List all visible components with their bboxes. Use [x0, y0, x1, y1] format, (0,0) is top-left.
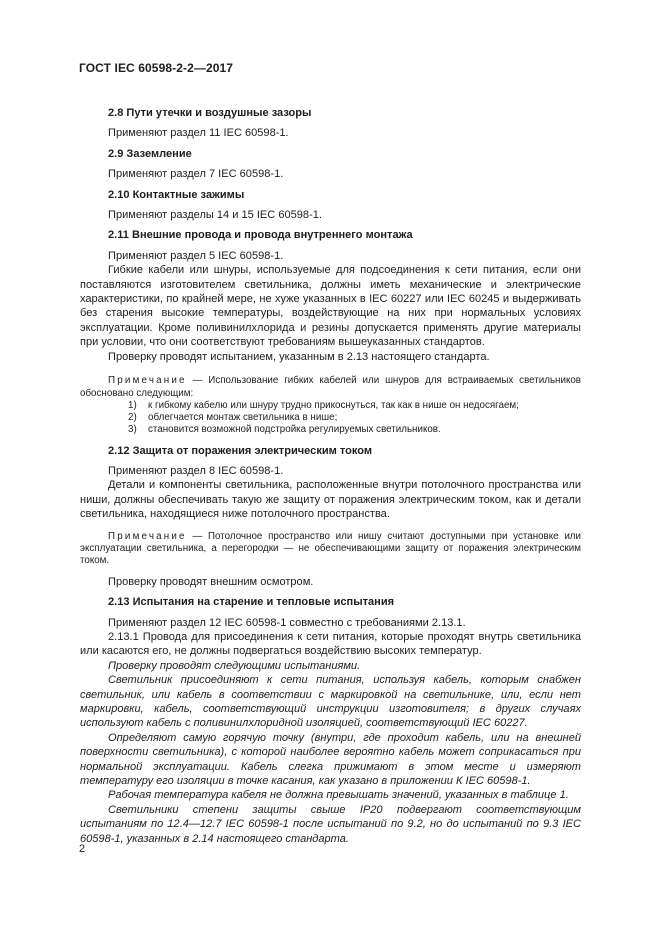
note-label: Примечание	[108, 530, 187, 542]
page-number: 2	[79, 843, 86, 855]
section-heading: 2.13 Испытания на старение и тепловые испытания	[108, 596, 395, 609]
page-body	[80, 106, 581, 846]
section-heading: 2.9 Заземление	[108, 147, 192, 160]
list-item-number: 3)	[128, 424, 137, 436]
list-item-text: облегчается монтаж светильника в нише;	[148, 412, 338, 424]
note-label: Примечание	[108, 375, 187, 387]
section-heading: 2.10 Контактные зажимы	[108, 188, 245, 201]
note-text: — Использование гибких кабелей или шнуров для встраиваемых светильников обосновано следующим:	[80, 375, 581, 399]
paragraph: Проверку проводят следующими испытаниями.	[108, 659, 361, 672]
paragraph: Определяют самую горячую точку (внутри, где проходит кабель, или на внешней поверхности светильника), с которой наиболее вероятно кабель может соприкасаться при нормальной эксплуатации. Кабель слегка прижимают в этом месте и измеряют температуру его изоляции в точке касания, как указано в приложении К IEC 60598-1.	[80, 731, 581, 788]
paragraph: Применяют раздел 8 IEC 60598-1.	[108, 464, 284, 477]
paragraph: Применяют раздел 5 IEC 60598-1.	[108, 249, 284, 262]
section-heading: 2.11 Внешние провода и провода внутреннего монтажа	[108, 229, 413, 242]
paragraph: Применяют раздел 7 IEC 60598-1.	[108, 168, 284, 181]
list-item-text: становится возможной подстройка регулируемых светильников.	[148, 424, 441, 436]
paragraph: 2.13.1 Провода для присоединения к сети питания, которые проходят внутрь светильника или касаются его, не должны подвергаться воздействию высоких температур.	[80, 630, 581, 658]
note	[80, 531, 581, 568]
list-item-text: к гибкому кабелю или шнуру трудно прикоснуться, так как в нише он недосягаем;	[148, 399, 519, 411]
list-item-number: 1)	[128, 399, 137, 411]
paragraph: Светильник присоединяют к сети питания, используя кабель, которым снабжен светильник, или кабель в соответствии с маркировкой на светильнике, или, если нет маркировки, кабель, соответствующий инструкции изготовителя; в других случаях используют кабель с поливинилхлоридной изоляцией, соответствующий IEC 60227.	[80, 674, 581, 730]
section-heading: 2.8 Пути утечки и воздушные зазоры	[108, 107, 312, 119]
paragraph: Детали и компоненты светильника, расположенные внутри потолочного пространства или ниши, должны обеспечивать такую же защиту от поражения электрическим током, как и детали светильника, находящиеся ниже потолочного пространства.	[80, 479, 581, 521]
list-item-number: 2)	[128, 412, 137, 424]
list-item	[80, 424, 581, 436]
paragraph: Проверку проводят испытанием, указанным в 2.13 настоящего стандарта.	[108, 350, 490, 363]
paragraph: Применяют разделы 14 и 15 IEC 60598-1.	[108, 209, 322, 222]
paragraph: Светильники степени защиты свыше IP20 подвергают соответствующим испытаниям по 12.4—12.7 IEC 60598-1 после испытаний по 9.2, но до испытаний по 9.3 IEC 60598-1, указанных в 2.14 настоящего стандарта.	[80, 803, 581, 845]
paragraph: Применяют раздел 12 IEC 60598-1 совместно с требованиями 2.13.1.	[108, 616, 466, 629]
paragraph: Проверку проводят внешним осмотром.	[108, 575, 314, 588]
list-item	[80, 412, 581, 424]
document-header: ГОСТ IEC 60598-2-2—2017	[79, 61, 234, 75]
paragraph: Рабочая температура кабеля не должна превышать значений, указанных в таблице 1.	[108, 789, 569, 802]
note-text: — Потолочное пространство или нишу считают доступными при установке или эксплуатации светильника, а перегородки — не обеспечивающими защиту от поражения электрическим током.	[80, 530, 581, 567]
section-heading: 2.12 Защита от поражения электрическим током	[108, 444, 373, 457]
paragraph: Гибкие кабели или шнуры, используемые для подсоединения к сети питания, если они поставляются изготовителем светильника, должны иметь механические и электрические характеристики, по крайней мере, не хуже указанных в IEC 60227 или IEC 60245 и выдерживать без старения высокие температуры, воздействующие на них при нормальных условиях эксплуатации. Кроме поливинилхлорида и резины допускается применять другие материалы при условии, что они соответствуют требованиям вышеуказанных стандартов.	[80, 264, 581, 349]
note	[80, 375, 581, 400]
paragraph: Применяют раздел 11 IEC 60598-1.	[108, 127, 289, 140]
list-item	[80, 400, 581, 412]
